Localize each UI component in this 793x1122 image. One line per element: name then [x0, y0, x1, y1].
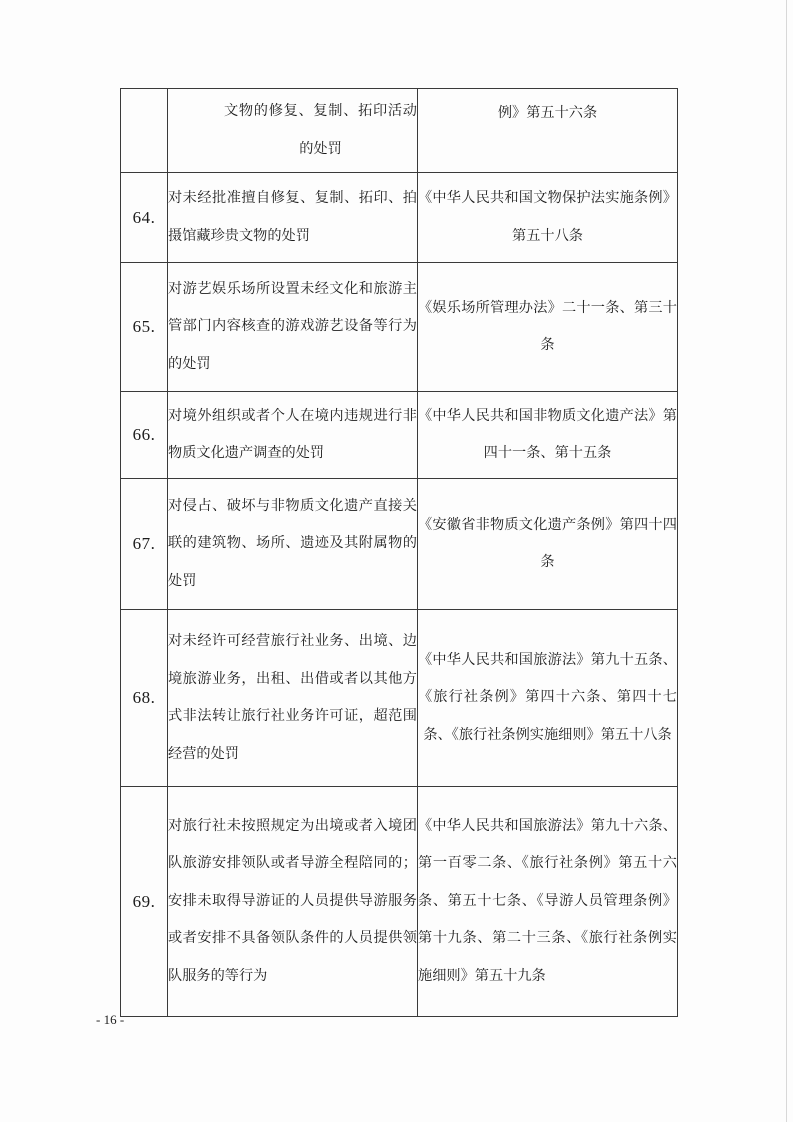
item-description: 对境外组织或者个人在境内违规进行非物质文化遗产调查的处罚	[168, 392, 418, 479]
item-description: 对未经批准擅自修复、复制、拓印、拍摄馆藏珍贵文物的处罚	[168, 173, 418, 263]
item-description: 对游艺娱乐场所设置未经文化和旅游主管部门内容核查的游戏游艺设备等行为的处罚	[168, 263, 418, 392]
row-number: 68.	[121, 610, 168, 787]
table-row	[121, 610, 678, 787]
legal-basis: 《中华人民共和国非物质文化遗产法》第四十一条、第十五条	[418, 392, 678, 479]
legal-basis: 例》第五十六条	[418, 89, 678, 173]
legal-basis: 《中华人民共和国旅游法》第九十六条、第一百零二条、《旅行社条例》第五十六条、第五十七条、《导游人员管理条例》第十九条、第二十三条、《旅行社条例实施细则》第五十九条	[418, 787, 678, 1017]
row-number: 69.	[121, 787, 168, 1017]
page-number: - 16 -	[96, 1012, 125, 1027]
row-number	[121, 89, 168, 173]
regulation-table	[120, 88, 678, 1017]
item-description: 对旅行社未按照规定为出境或者入境团队旅游安排领队或者导游全程陪同的；安排未取得导游证的人员提供导游服务或者安排不具备领队条件的人员提供领队服务的等行为	[168, 787, 418, 1017]
page-edge	[786, 0, 787, 1122]
row-number: 67.	[121, 479, 168, 610]
table-row	[121, 479, 678, 610]
table-row	[121, 392, 678, 479]
legal-basis: 《中华人民共和国文物保护法实施条例》第五十八条	[418, 173, 678, 263]
item-description: 对侵占、破坏与非物质文化遗产直接关联的建筑物、场所、遗迹及其附属物的处罚	[168, 479, 418, 610]
table-row	[121, 89, 678, 173]
legal-basis: 《娱乐场所管理办法》二十一条、第三十条	[418, 263, 678, 392]
item-description: 文物的修复、复制、拓印活动的处罚	[168, 89, 418, 173]
legal-basis: 《中华人民共和国旅游法》第九十五条、《旅行社条例》第四十六条、第四十七条、《旅行社条例实施细则》第五十八条	[418, 610, 678, 787]
table-row	[121, 173, 678, 263]
row-number: 66.	[121, 392, 168, 479]
legal-basis: 《安徽省非物质文化遗产条例》第四十四条	[418, 479, 678, 610]
row-number: 65.	[121, 263, 168, 392]
item-description: 对未经许可经营旅行社业务、出境、边境旅游业务，出租、出借或者以其他方式非法转让旅行社业务许可证，超范围经营的处罚	[168, 610, 418, 787]
table-row	[121, 263, 678, 392]
table-row	[121, 787, 678, 1017]
row-number: 64.	[121, 173, 168, 263]
